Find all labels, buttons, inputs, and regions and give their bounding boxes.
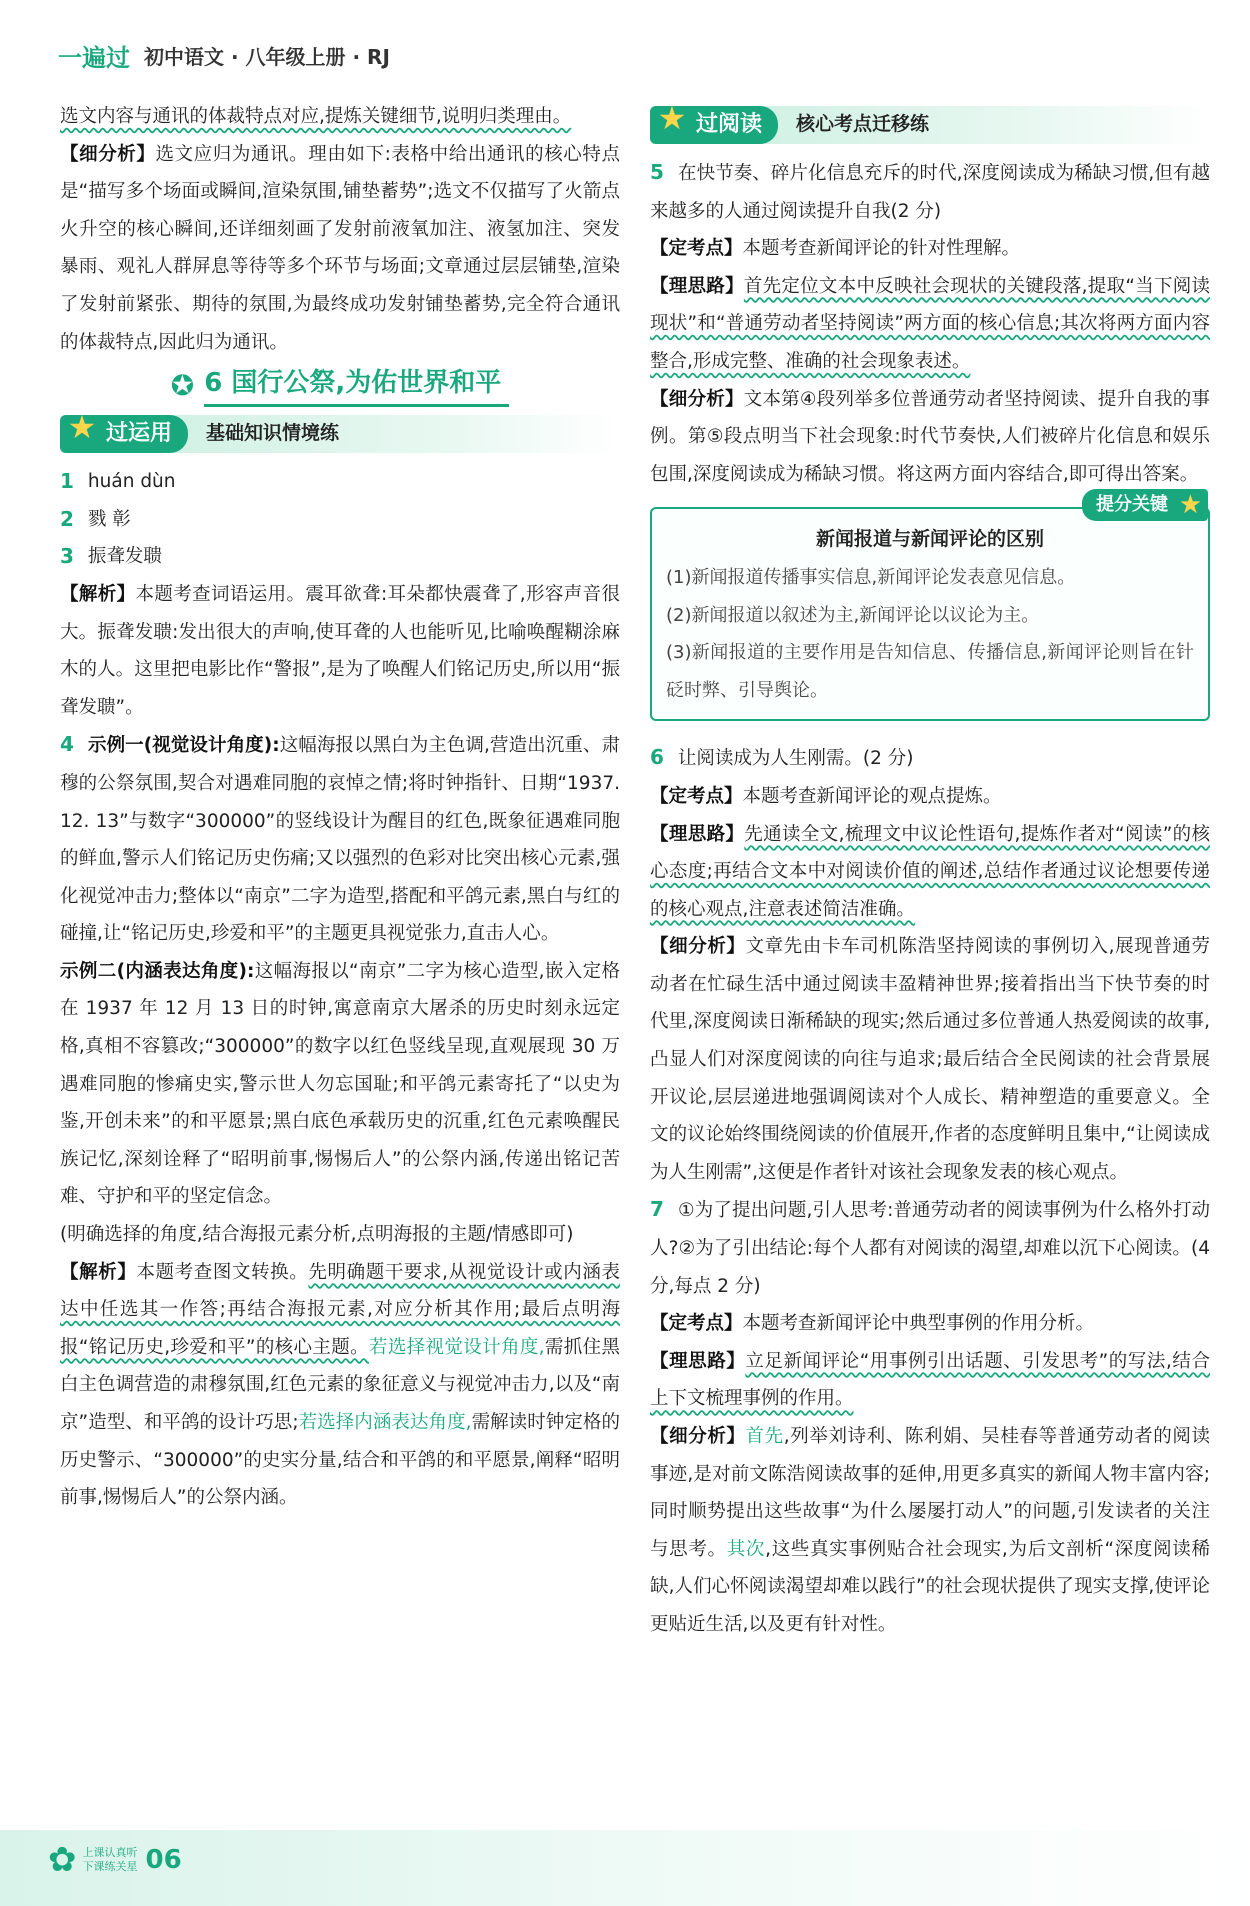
left-column xyxy=(60,98,620,1517)
page-footer xyxy=(48,1840,182,1880)
mascot-icon: ✿ xyxy=(48,1840,77,1880)
analysis-label: 【细分析】 xyxy=(60,143,156,165)
brand-logo: 一遍过 xyxy=(58,43,130,72)
tip-item: (3)新闻报道的主要作用是告知信息、传播信息,新闻评论则旨在针砭时弊、引导舆论。 xyxy=(666,642,1194,701)
tip-box-title: 新闻报道与新闻评论的区别 xyxy=(815,528,1044,551)
answer-2: 2 戮 彰 xyxy=(60,506,131,531)
tip-item: (2)新闻报道以叙述为主,新闻评论以议论为主。 xyxy=(666,604,1040,626)
footer-band xyxy=(0,1830,1250,1906)
jiexi-1: 【解析】本题考查词语运用。震耳欲聋:耳朵都快震聋了,形容声音很大。振聋发聩:发出很大的声响,使耳聋的人也能听见,比喻唤醒糊涂麻木的人。这里把电影比作“警报”,是为了唤醒人们铭记历史,所以用“振聋发聩”。 xyxy=(60,583,620,718)
analysis-text: 选文应归为通讯。理由如下:表格中给出通讯的核心特点是“描写多个场面或瞬间,渲染氛围,铺垫蓄势”;选文不仅描写了火箭点火升空的核心瞬间,还详细刻画了发射前液氧加注、液氢加注、突发暴雨、观礼人群屏息等待等多个环节与场面;文章通过层层铺垫,渲染了发射前紧张、期待的氛围,为最终成功发射铺垫蓄势,完全符合通讯的体裁特点,因此归为通讯。 xyxy=(60,143,620,353)
star-mascot-icon: ★ xyxy=(67,408,97,447)
right-column xyxy=(650,98,1210,1644)
section-tag: ★ 过运用 xyxy=(60,415,188,453)
section-tag: ★ 过阅读 xyxy=(650,106,778,144)
section-subtitle: 核心考点迁移练 xyxy=(796,113,930,136)
answer-1: 1 huán dùn xyxy=(60,469,176,494)
star-mascot-icon: ★ xyxy=(657,99,687,137)
intro-text: 选文内容与通讯的体裁特点对应,提炼关键细节,说明归类理由。 xyxy=(60,106,572,127)
answer-4-note: (明确选择的角度,结合海报元素分析,点明海报的主题/情感即可) xyxy=(60,1224,574,1246)
q7-lisilu: 【理思路】立足新闻评论“用事例引出话题、引发思考”的写法,结合上下文梳理事例的作用。 xyxy=(650,1350,1210,1410)
answer-5: 5 在快节奏、碎片化信息充斥的时代,深度阅读成为稀缺习惯,但有越来越多的人通过阅读提升自我(2 分) xyxy=(650,160,1210,222)
jiexi-2: 【解析】本题考查图文转换。先明确题干要求,从视觉设计或内涵表达中任选其一作答;再结合海报元素,对应分析其作用;最后点明海报“铭记历史,珍爱和平”的核心主题。若选择视觉设计角度,需抓住黑白主色调营造的肃穆氛围,红色元素的象征意义与视觉冲击力,以及“南京”造型、和平鸽的设计巧思;若选择内涵表达角度,需解读时钟定格的历史警示、“300000”的史实分量,结合和平鸽的和平愿景,阐释“昭明前事,惕惕后人”的公祭内涵。 xyxy=(60,1261,620,1509)
q6-dingkaodian: 【定考点】本题考查新闻评论的观点提炼。 xyxy=(650,785,1002,807)
q6-xifenxi: 【细分析】文章先由卡车司机陈浩坚持阅读的事例切入,展现普通劳动者在忙碌生活中通过阅读丰盈精神世界;接着指出当下快节奏的时代里,深度阅读日渐稀缺的现实;然后通过多位普通人热爱阅读的故事,凸显人们对深度阅读的向往与追求;最后结合全民阅读的社会背景展开议论,层层递进地强调阅读对个人成长、精神塑造的重要意义。全文的议论始终围绕阅读的价值展开,作者的态度鲜明且集中,“让阅读成为人生刚需”,这便是作者针对该社会现象发表的核心观点。 xyxy=(650,936,1210,1183)
book-title: 初中语文 · 八年级上册 · RJ xyxy=(144,44,390,69)
q7-xifenxi: 【细分析】首先,列举刘诗利、陈利娟、吴桂春等普通劳动者的阅读事迹,是对前文陈浩阅读故事的延伸,用更多真实的新闻人物丰富内容;同时顺势提出这些故事“为什么屡屡打动人”的问题,引发读者的关注与思考。其次,这些真实事例贴合社会现实,为后文剖析“深度阅读稀缺,人们心怀阅读渴望却难以践行”的社会现状提供了现实支撑,使评论更贴近生活,以及更有针对性。 xyxy=(650,1426,1210,1635)
tip-box xyxy=(650,490,1210,721)
section-band-guoyuedu xyxy=(650,99,1210,144)
answer-4-example-2: 示例二(内涵表达角度):这幅海报以“南京”二字为核心造型,嵌入定格在 1937 年 12 月 13 日的时钟,寓意南京大屠杀的历史时刻永远定格,真相不容篡改;“300000”的数字以红色竖线呈现,直观展现 30 万遇难同胞的惨痛史实,警示世人勿忘国耻;和平鸽元素寄托了“以史为鉴,开创未来”的和平愿景;黑白底色承载历史的沉重,红色元素唤醒民族记忆,深刻诠释了“昭明前事,惕惕后人”的公祭内涵,传递出铭记苦难、守护和平的坚定信念。 xyxy=(60,960,620,1208)
answer-6: 6 让阅读成为人生刚需。(2 分) xyxy=(650,745,914,770)
q5-dingkaodian: 【定考点】本题考查新闻评论的针对性理解。 xyxy=(650,238,1021,260)
answer-4-example-1: 4 示例一(视觉设计角度):这幅海报以黑白为主色调,营造出沉重、肃穆的公祭氛围,契合对遇难同胞的哀悼之情;将时钟指针、日期“1937. 12. 13”与数字“300000”的竖线设计为醒目的红色,既象征遇难同胞的鲜血,警示人们铭记历史伤痛;又以强烈的色彩对比突出核心元素,强化视觉冲击力;整体以“南京”二字为造型,搭配和平鸽元素,黑白与红的碰撞,让“铭记历史,珍爱和平”的主题更具视觉张力,直击人心。 xyxy=(60,732,620,945)
answer-3: 3 振聋发聩 xyxy=(60,544,162,569)
footer-slogan: 上课认真听 下课练关星 xyxy=(82,1846,138,1873)
q7-dingkaodian: 【定考点】本题考查新闻评论中典型事例的作用分析。 xyxy=(650,1313,1095,1335)
q5-xifenxi: 【细分析】文本第④段列举多位普通劳动者坚持阅读、提升自我的事例。第⑤段点明当下社会现象:时代节奏快,人们被碎片化信息和娱乐包围,深度阅读成为稀缺习惯。将这两方面内容结合,即可得出答案。 xyxy=(650,388,1210,485)
lesson-heading xyxy=(60,365,620,407)
tip-box-tag: 提分关键 xyxy=(1082,489,1208,521)
section-subtitle: 基础知识情境练 xyxy=(206,422,340,445)
tip-item: (1)新闻报道传播事实信息,新闻评论发表意见信息。 xyxy=(666,566,1076,588)
page-number: 06 xyxy=(145,1845,182,1875)
star-icon: ★ xyxy=(1178,490,1202,521)
q6-lisilu: 【理思路】先通读全文,梳理文中议论性语句,提炼作者对“阅读”的核心态度;再结合文本中对阅读价值的阐述,总结作者通过议论想要传递的核心观点,注意表述简洁准确。 xyxy=(650,823,1210,920)
page-header xyxy=(58,40,390,70)
lesson-badge-icon: ✪ xyxy=(170,369,195,403)
section-band-guoyunyong xyxy=(60,408,620,453)
lesson-title: 6 国行公祭,为佑世界和平 xyxy=(204,365,509,408)
answer-7: 7 ①为了提出问题,引人思考:普通劳动者的阅读事例为什么格外打动人?②为了引出结论:每个人都有对阅读的渴望,却难以沉下心阅读。(4 分,每点 2 分) xyxy=(650,1197,1210,1297)
analysis-block xyxy=(60,136,620,362)
q5-lisilu: 【理思路】首先定位文本中反映社会现状的关键段落,提取“当下阅读现状”和“普通劳动者坚持阅读”两方面的核心信息;其次将两方面内容整合,形成完整、准确的社会现象表述。 xyxy=(650,275,1210,372)
